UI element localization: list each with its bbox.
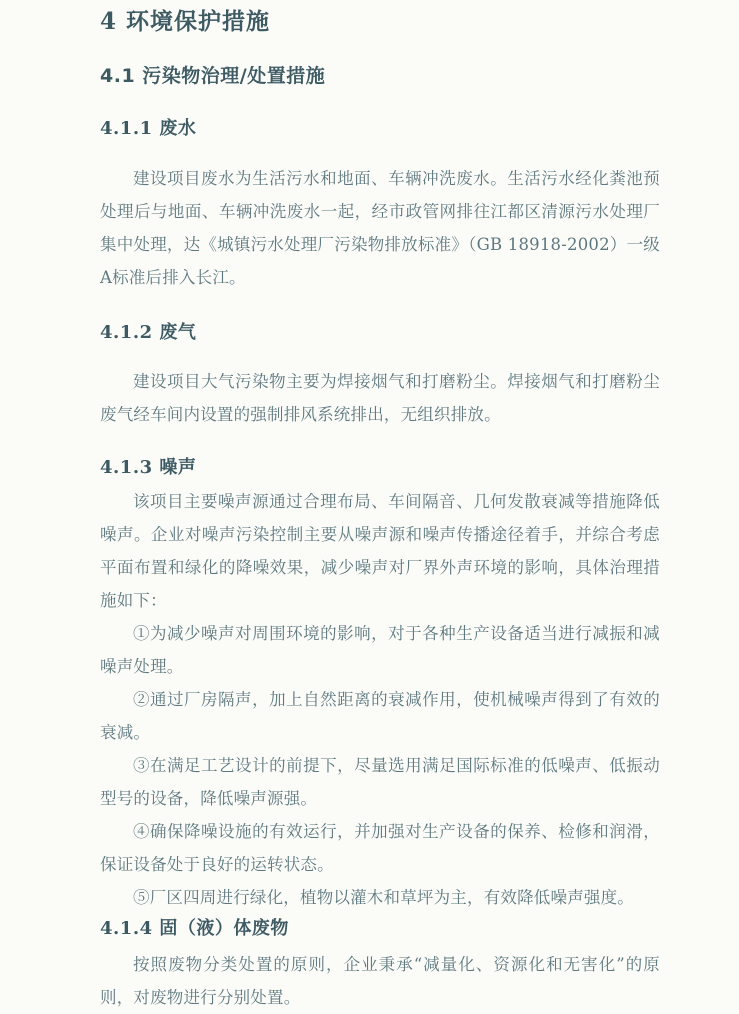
- subsection-solid-waste: [100, 916, 660, 1014]
- subsection-heading-4-1-1: 4.1.1 废水: [100, 118, 197, 139]
- subsection-heading-4-1-2: 4.1.2 废气: [100, 322, 197, 343]
- noise-measure-item-5: ⑤厂区四周进行绿化，植物以灌木和草坪为主，有效降低噪声强度。: [133, 888, 634, 907]
- noise-measure-item-1: ①为减少噪声对周围环境的影响，对于各种生产设备适当进行减振和减噪声处理。: [100, 624, 660, 676]
- subsection-wastewater: [100, 116, 660, 294]
- chapter-heading: 4 环境保护措施: [100, 8, 271, 35]
- noise-intro-paragraph: 该项目主要噪声源通过合理布局、车间隔音、几何发散衰减等措施降低噪声。企业对噪声污染控制主要从噪声源和噪声传播途径着手，并综合考虑平面布置和绿化的降噪效果，减少噪声对厂界外声环境的影响，具体治理措施如下：: [100, 492, 660, 610]
- section-heading-4-1: 4.1 污染物治理/处置措施: [100, 65, 326, 87]
- noise-measure-item-2: ②通过厂房隔声，加上自然距离的衰减作用，使机械噪声得到了有效的衰减。: [100, 690, 660, 742]
- subsection-waste-gas: [100, 320, 660, 431]
- subsection-heading-4-1-3: 4.1.3 噪声: [100, 457, 197, 478]
- subsection-noise: [100, 455, 660, 914]
- noise-measure-item-3: ③在满足工艺设计的前提下，尽量选用满足国际标准的低噪声、低振动型号的设备，降低噪声源强。: [100, 756, 660, 808]
- solid-waste-paragraph: 按照废物分类处置的原则，企业秉承“减量化、资源化和无害化”的原则，对废物进行分别处置。: [100, 955, 660, 1007]
- wastewater-paragraph: 建设项目废水为生活污水和地面、车辆冲洗废水。生活污水经化粪池预处理后与地面、车辆冲洗废水一起，经市政管网排往江都区清源污水处理厂集中处理，达《城镇污水处理厂污染物排放标准》（GB 18918-2002）一级A标准后排入长江。: [100, 169, 660, 287]
- waste-gas-paragraph: 建设项目大气污染物主要为焊接烟气和打磨粉尘。焊接烟气和打磨粉尘废气经车间内设置的强制排风系统排出，无组织排放。: [100, 372, 660, 424]
- subsection-heading-4-1-4: 4.1.4 固（液）体废物: [100, 918, 289, 939]
- noise-measure-item-4: ④确保降噪设施的有效运行，并加强对生产设备的保养、检修和润滑，保证设备处于良好的运转状态。: [100, 822, 660, 874]
